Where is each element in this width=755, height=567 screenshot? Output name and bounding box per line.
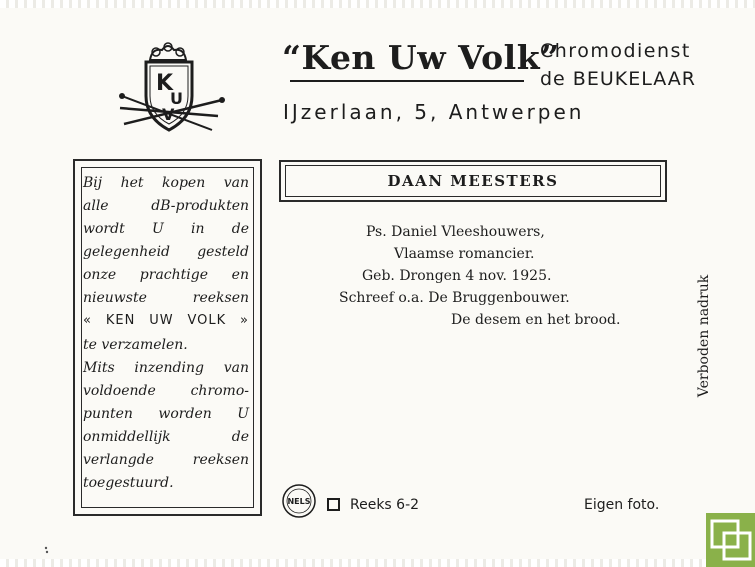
side-note: Verboden nadruk bbox=[696, 274, 712, 398]
promo-line: onze prachtige en bbox=[83, 267, 249, 283]
promo-line: Bij het kopen van bbox=[83, 175, 249, 191]
series-label: Reeks 6-2 bbox=[350, 497, 420, 513]
bio-line: De desem en het brood. bbox=[451, 312, 621, 328]
promo-line: onmiddellijk de bbox=[83, 429, 249, 445]
seal-text: NELS bbox=[287, 497, 311, 506]
promo-line: Mits inzending van bbox=[83, 360, 249, 376]
promo-line: toegestuurd. bbox=[83, 475, 174, 491]
photo-credit: Eigen foto. bbox=[584, 497, 660, 513]
promo-line: te verzamelen. bbox=[83, 337, 188, 353]
brand-subtitle-line1: Chromodienst bbox=[540, 40, 691, 62]
bio-line: Ps. Daniel Vleeshouwers, bbox=[366, 224, 545, 240]
name-box bbox=[279, 160, 667, 202]
promo-line: nieuwste reeksen bbox=[83, 290, 249, 306]
series-checkbox[interactable] bbox=[327, 498, 340, 511]
crest-letter-v: V bbox=[162, 105, 175, 124]
kuv-crest-logo-icon bbox=[112, 38, 232, 138]
promo-line: punten worden U bbox=[83, 406, 249, 422]
crest-letter-k: K bbox=[156, 71, 174, 96]
brand-subtitle-line2: de BEUKELAAR bbox=[540, 68, 696, 90]
print-speck bbox=[44, 546, 50, 555]
promo-line: gelegenheid gesteld bbox=[83, 244, 249, 260]
deckled-edge-bottom bbox=[0, 559, 755, 567]
title-underline bbox=[290, 80, 524, 82]
site-watermark-icon bbox=[706, 513, 755, 567]
crest-letter-u: U bbox=[170, 89, 183, 108]
deckled-edge-top bbox=[0, 0, 755, 8]
brand-address: IJzerlaan, 5, Antwerpen bbox=[283, 100, 585, 124]
promo-line: wordt U in de bbox=[83, 221, 249, 237]
promo-line: « KEN UW VOLK » bbox=[83, 313, 249, 328]
bio-line: Vlaamse romancier. bbox=[394, 246, 535, 262]
nels-seal-icon bbox=[281, 483, 317, 519]
side-note-container bbox=[674, 268, 734, 408]
promo-line: voldoende chromo- bbox=[83, 383, 249, 399]
promo-line: verlangde reeksen bbox=[83, 452, 249, 468]
brand-title: “Ken Uw Volk” bbox=[282, 38, 560, 77]
person-name: DAAN MEESTERS bbox=[387, 172, 559, 190]
bio-line: Geb. Drongen 4 nov. 1925. bbox=[362, 268, 552, 284]
promo-line: alle dB-produkten bbox=[83, 198, 249, 214]
bio-line: Schreef o.a. De Bruggenbouwer. bbox=[339, 290, 570, 306]
